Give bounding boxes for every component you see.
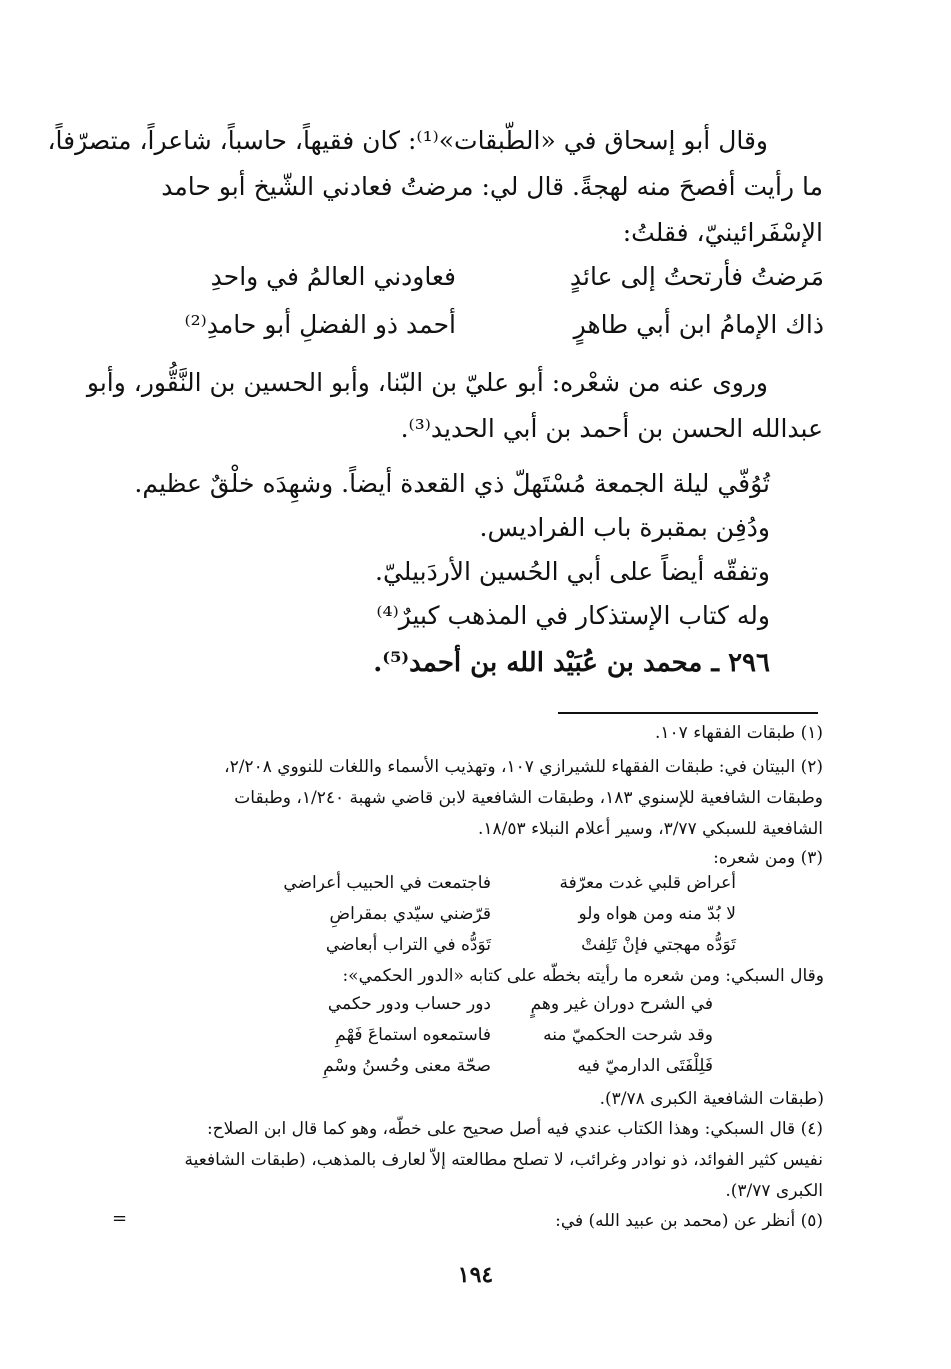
poem-hemistich-left: أحمد ذو الفضلِ أبو حامدِ⁽²⁾ <box>184 310 456 339</box>
paragraph-3 <box>134 462 770 638</box>
footnote-5: (٥) أنظر عن (محمد بن عبيد الله) في: <box>555 1211 823 1231</box>
footnote-4 <box>103 1114 823 1207</box>
footnote-line: نفيس كثير الفوائد، ذو نوادر وغرائب، لا تصلح مطالعته إلاّ لعارف بالمذهب، (طبقات الشافعية <box>184 1150 823 1170</box>
text-line: وروى عنه من شعْره: أبو عليّ بن البّنا، وأبو الحسين بن النَّقُّور، وأبو <box>86 368 768 397</box>
footnote-line: الكبرى ٣/٧٧). <box>725 1181 823 1201</box>
poem-hemistich-right: ذاك الإمامُ ابن أبي طاهرٍ <box>573 310 824 339</box>
footnote-3-source: (طبقات الشافعية الكبرى ٣/٧٨). <box>599 1089 824 1109</box>
verse-hemistich-right: في الشرح دوران غير وهمٍ <box>530 994 713 1014</box>
poem-hemistich-left: فعاودني العالمُ في واحدِ <box>210 262 456 291</box>
text-line: ما رأيت أفصحَ منه لهجةً. قال لي: مرضتُ فعادني الشّيخ أبو حامد <box>161 172 823 201</box>
footnote-line: (٢) البيتان في: طبقات الفقهاء للشيرازي ١٠٧، وتهذيب الأسماء واللغات للنووي ٢/٢٠٨، <box>224 757 823 777</box>
verse-hemistich-right: أعراض قلبي غدت معرّفة <box>559 873 736 893</box>
poem-hemistich-right: مَرضتُ فأرتحتُ إلى عائدٍ <box>569 262 824 291</box>
verse-hemistich-right: لا بُدّ منه ومن هواه ولو <box>578 904 736 924</box>
verse-hemistich-left: فاجتمعت في الحبيب أعراضي <box>283 873 491 893</box>
footnote-3-intro: (٣) ومن شعره: <box>713 848 823 868</box>
footnote-line: الشافعية للسبكي ٣/٧٧، وسير أعلام النبلاء ١٨/٥٣. <box>478 819 823 839</box>
text-line: ودُفِن بمقبرة باب الفراديس. <box>479 513 770 542</box>
footnote-2 <box>103 752 823 845</box>
page-number: ١٩٤ <box>457 1262 494 1288</box>
continuation-mark: = <box>112 1208 128 1229</box>
subki-note: وقال السبكي: ومن شعره ما رأيته بخطّه على كتابه «الدور الحكمي»: <box>342 966 824 986</box>
paragraph-1 <box>47 118 823 256</box>
verse-hemistich-left: دور حساب ودور حكمي <box>327 994 491 1014</box>
footnote-line: (٤) قال السبكي: وهذا الكتاب عندي فيه أصل صحيح على خطّه، وهو كما قال ابن الصلاح: <box>206 1119 823 1139</box>
text-line: وتفقّه أيضاً على أبي الحُسين الأردَبيليّ. <box>375 557 770 586</box>
verse-hemistich-left: صحّة معنى وحُسنُ وسْمِ <box>323 1056 491 1076</box>
footnote-separator <box>558 712 818 714</box>
entry-heading: ٢٩٦ ـ محمد بن عُبَيْد الله بن أحمد⁽⁵⁾. <box>373 648 770 678</box>
footnote-1: (١) طبقات الفقهاء ١٠٧. <box>655 723 823 743</box>
verse-hemistich-right: تَوَدُّه مهجتي فإنْ تَلِفتْ <box>581 935 736 955</box>
text-line: وله كتاب الإستذكار في المذهب كبيرٌ⁽⁴⁾ <box>376 601 770 630</box>
text-line: تُوُفّي ليلة الجمعة مُسْتَهلّ ذي القعدة أيضاً. وشهِدَه خلْقٌ عظيم. <box>134 469 770 498</box>
paragraph-2 <box>86 360 823 452</box>
verse-hemistich-right: وقد شرحت الحكميّ منه <box>543 1025 713 1045</box>
text-line: الإسْفَرائينيّ، فقلتُ: <box>622 218 823 247</box>
verse-hemistich-left: تَوَدُّه في التراب أبعاضي <box>325 935 491 955</box>
text-line: وقال أبو إسحاق في «الطّبقات»⁽¹⁾: كان فقيهاً، حاسباً، شاعراً، متصرّفاً، <box>47 126 768 155</box>
verse-hemistich-left: فاستمعوه استماعَ فَهْمِ <box>335 1025 491 1045</box>
verse-hemistich-right: فَلِلْفَتَى الدارميّ فيه <box>577 1056 713 1076</box>
text-line: عبدالله الحسن بن أحمد بن أبي الحديد⁽³⁾. <box>400 414 823 443</box>
verse-hemistich-left: قرّضني سيّدي بمقراضِ <box>329 904 491 924</box>
footnote-line: وطبقات الشافعية للإسنوي ١٨٣، وطبقات الشافعية لابن قاضي شهبة ١/٢٤٠، وطبقات <box>234 788 823 808</box>
